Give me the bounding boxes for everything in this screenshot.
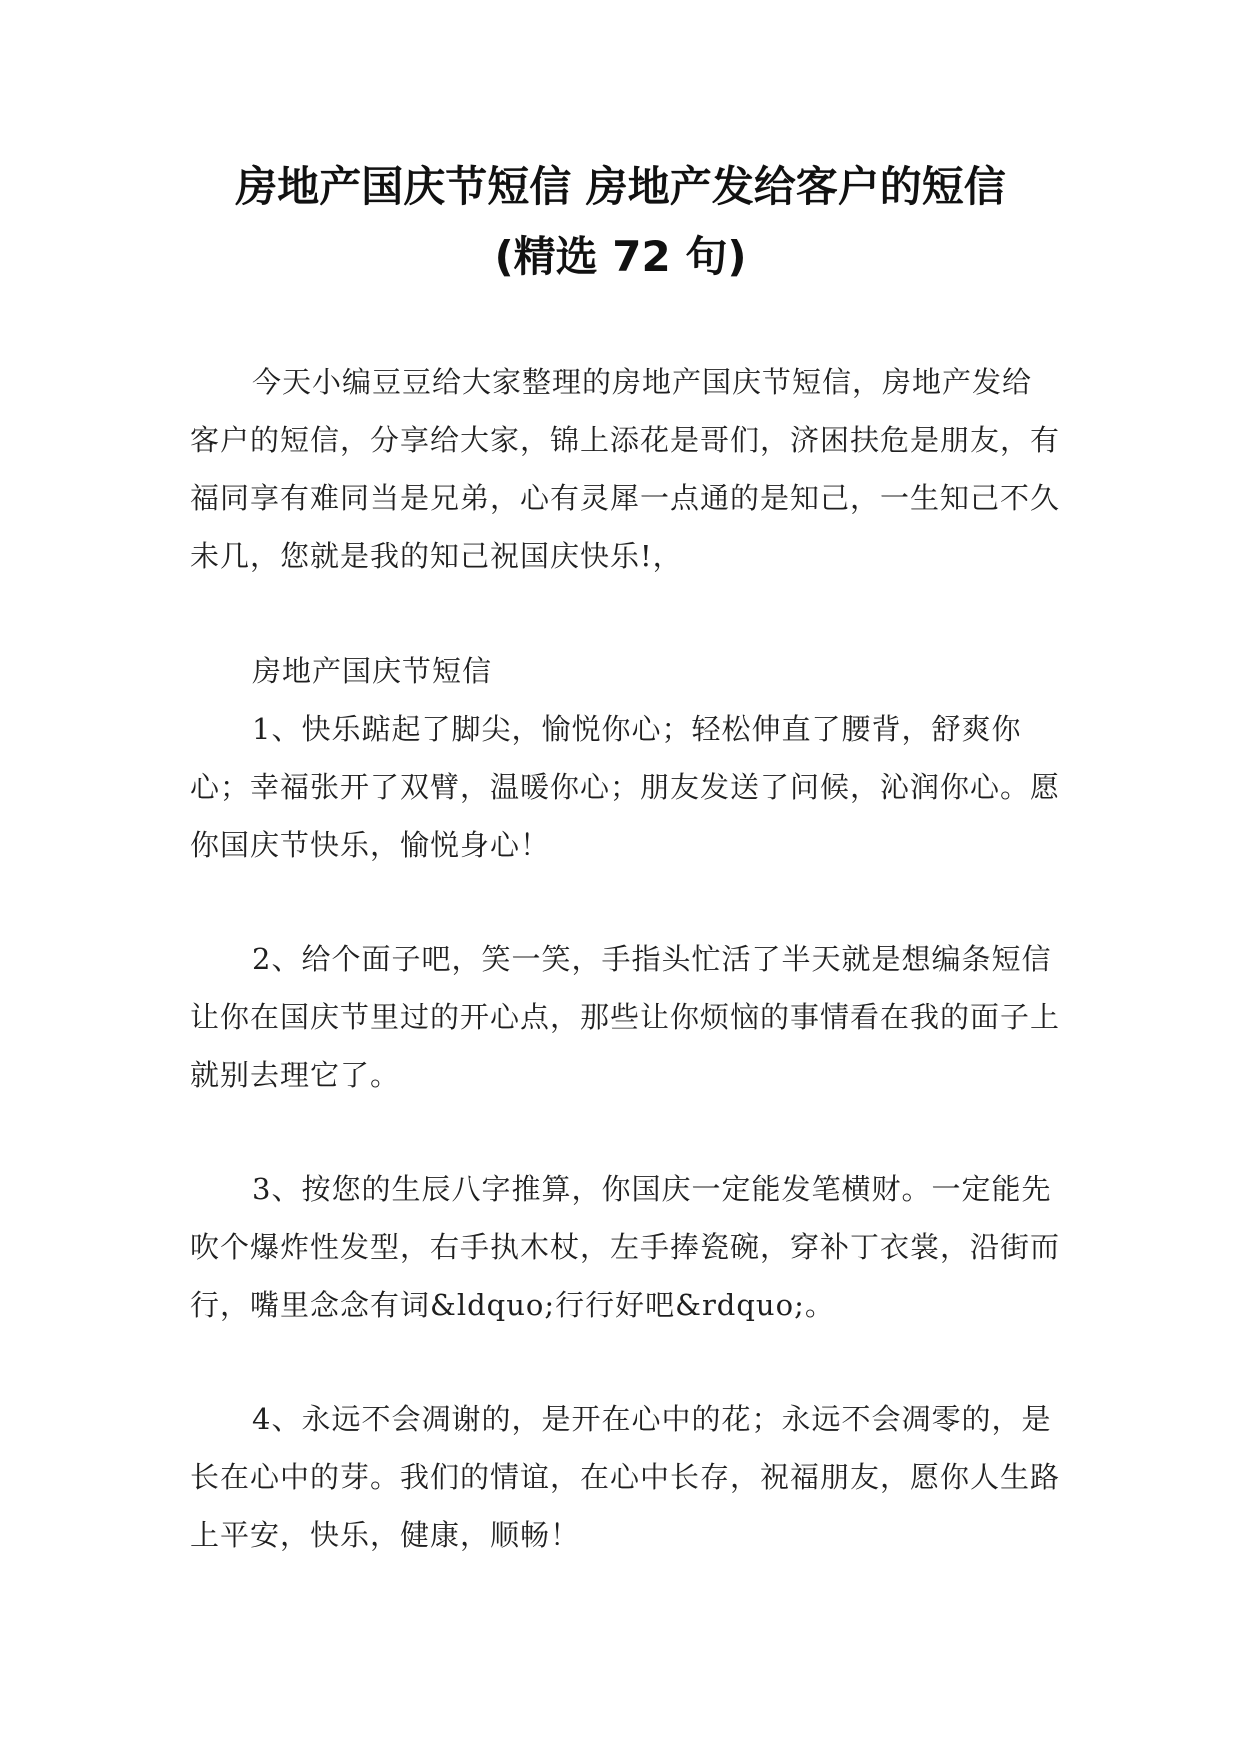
title-line-2: (精选 72 句) bbox=[494, 232, 747, 281]
title-line-1: 房地产国庆节短信 房地产发给客户的短信 bbox=[235, 162, 1006, 211]
section-subheading: 房地产国庆节短信 bbox=[252, 654, 493, 688]
document-title bbox=[150, 152, 1091, 292]
message-paragraph-3: 3、按您的生辰八字推算，你国庆一定能发笔横财。一定能先吹个爆炸性发型，右手执木杖，左手捧瓷碗，穿补丁衣裳，沿街而行，嘴里念念有词&ldquo;行行好吧&rdquo;。 bbox=[190, 1172, 1061, 1322]
message-paragraph-4: 4、永远不会凋谢的，是开在心中的花；永远不会凋零的，是长在心中的芽。我们的情谊，在心中长存，祝福朋友，愿你人生路上平安，快乐，健康，顺畅！ bbox=[190, 1402, 1061, 1552]
intro-paragraph: 今天小编豆豆给大家整理的房地产国庆节短信，房地产发给客户的短信，分享给大家，锦上添花是哥们，济困扶危是朋友，有福同享有难同当是兄弟，心有灵犀一点通的是知己，一生知己不久未几，您就是我的知己祝国庆快乐!， bbox=[190, 365, 1061, 573]
message-paragraph-1: 1、快乐踮起了脚尖，愉悦你心；轻松伸直了腰背，舒爽你心；幸福张开了双臂，温暖你心；朋友发送了问候，沁润你心。愿你国庆节快乐，愉悦身心！ bbox=[190, 712, 1061, 862]
message-paragraph-2: 2、给个面子吧，笑一笑，手指头忙活了半天就是想编条短信让你在国庆节里过的开心点，那些让你烦恼的事情看在我的面子上就别去理它了。 bbox=[190, 942, 1061, 1092]
